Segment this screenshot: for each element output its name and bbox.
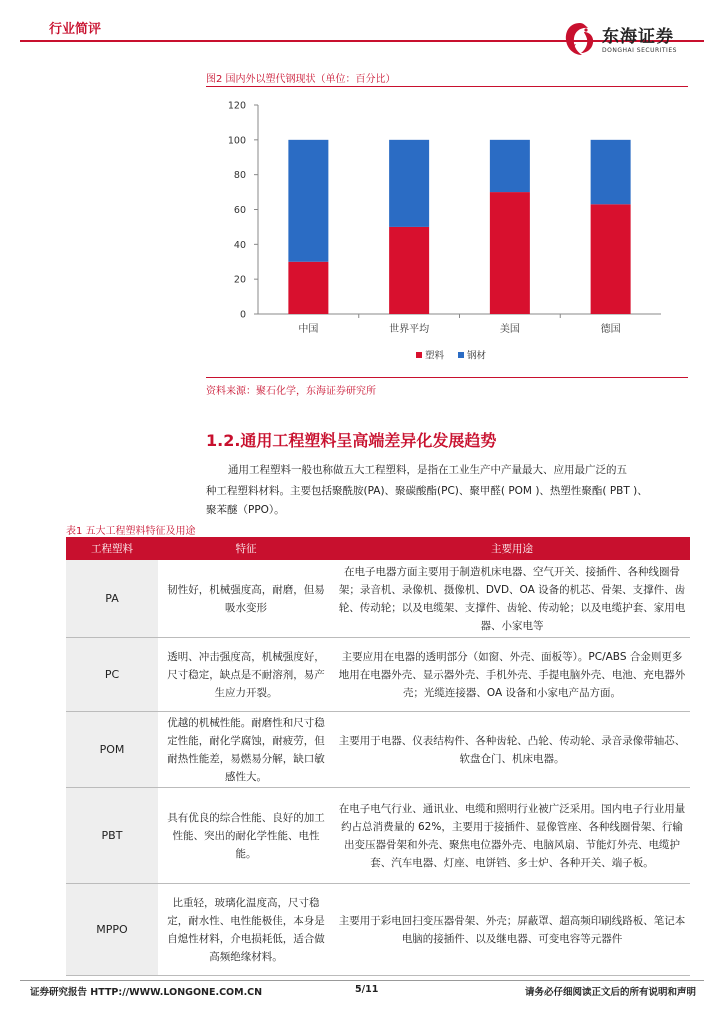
table-row [66, 712, 690, 788]
y-tick-label: 60 [233, 205, 246, 216]
bar-steel [389, 140, 429, 227]
row-feature: 比重轻，玻璃化温度高，尺寸稳定，耐水性、电性能极佳，本身是自熄性材料，介电损耗低，适合做高频绝缘材料。 [167, 896, 325, 963]
header-plastic: 工程塑料 [91, 543, 133, 555]
row-usage: 在电子电器方面主要用于制造机床电器、空气开关、接插件、各种线圈骨架；录音机、录像机、摄像机、DVD、OA 设备的机芯、骨架、支撑件、齿轮、传动轮；以及电缆架、支撑件、齿轮、传动轮；以及电缆护套、家用电器、小家电等 [338, 565, 686, 632]
legend-label: 塑料 [425, 350, 445, 362]
figure-top-rule [206, 86, 688, 87]
paragraph-line-3: 聚苯醚（PPO）。 [206, 504, 285, 516]
figure-title: 图2 国内外以塑代钢现状（单位：百分比） [206, 74, 396, 85]
dragon-emblem-icon [562, 20, 598, 58]
row-feature: 韧性好，机械强度高，耐磨，但易吸水变形 [167, 583, 325, 614]
table-row [66, 788, 690, 884]
header-usage: 主要用途 [491, 543, 533, 555]
table-header-row [66, 537, 690, 560]
table-row [66, 560, 690, 638]
row-name: PBT [66, 788, 158, 883]
plastics-table [66, 537, 690, 976]
bar-plastic [389, 227, 429, 314]
row-feature: 优越的机械性能。耐磨性和尺寸稳定性能，耐化学腐蚀，耐疲劳，但耐热性能差，易燃易分解，缺口敏感性大。 [167, 716, 325, 783]
stacked-bar-chart [206, 90, 688, 372]
row-feature: 透明、冲击强度高，机械强度好，尺寸稳定，缺点是不耐溶剂，易产生应力开裂。 [167, 650, 325, 699]
logo-chinese-text: 东海证券 [602, 27, 674, 47]
table-row [66, 638, 690, 712]
paragraph-line-1: 通用工程塑料一般也称做五大工程塑料，是指在工业生产中产量最大、应用最广泛的五 [228, 464, 627, 476]
row-name: PA [66, 560, 158, 637]
legend-label: 钢材 [467, 350, 487, 362]
row-usage: 在电子电气行业、通讯业、电缆和照明行业被广泛采用。国内电子行业用量约占总消费量的 62%，主要用于接插件、显像管座、各种线圈骨架、行输出变压器骨架和外壳、聚焦电位器外壳、电脑风扇、节能灯外壳、电缆护套、汽车电器、灯座、电饼铛、多士炉、各种开关、端子板。 [338, 802, 686, 869]
bar-plastic [591, 204, 631, 314]
y-tick-label: 100 [227, 135, 246, 147]
y-tick-label: 40 [233, 239, 246, 251]
bar-plastic [288, 262, 328, 314]
bar-steel [490, 140, 530, 192]
bar-steel [591, 140, 631, 204]
table-title: 表1 五大工程塑料特征及用途 [66, 526, 196, 537]
y-tick-label: 80 [233, 170, 246, 182]
y-tick-label: 20 [233, 274, 246, 286]
figure-source: 资料来源：聚石化学，东海证券研究所 [206, 386, 376, 397]
row-name: POM [66, 712, 158, 787]
table-row [66, 884, 690, 976]
report-category: 行业简评 [49, 22, 102, 37]
bar-plastic [490, 192, 530, 314]
x-tick-label: 德国 [600, 324, 621, 335]
row-usage: 主要用于彩电回扫变压器骨架、外壳；屏蔽罩、超高频印刷线路板、笔记本电脑的接插件、以及继电器、可变电容等元器件 [338, 914, 686, 945]
row-feature: 具有优良的综合性能、良好的加工性能、突出的耐化学性能、电性能。 [167, 811, 325, 860]
x-tick-label: 世界平均 [389, 324, 430, 335]
legend-swatch [416, 352, 422, 358]
company-logo [562, 20, 702, 60]
row-usage: 主要用于电器、仪表结构件、各种齿轮、凸轮、传动轮、录音录像带轴芯、软盘仓门、机床电器。 [338, 734, 686, 765]
footer-website: 证券研究报告 HTTP://WWW.LONGONE.COM.CN [30, 987, 263, 998]
y-tick-label: 0 [239, 309, 246, 321]
footer-divider [20, 980, 704, 981]
footer-disclaimer: 请务必仔细阅读正文后的所有说明和声明 [524, 987, 696, 998]
logo-english-text: DONGHAI SECURITIES [602, 47, 677, 54]
page-number: 5/11 [355, 984, 379, 995]
section-heading: 1.2.通用工程塑料呈高端差异化发展趋势 [206, 431, 497, 450]
header-feature: 特征 [235, 543, 257, 555]
y-tick-label: 120 [227, 100, 246, 112]
legend-swatch [458, 352, 464, 358]
row-usage: 主要应用在电器的透明部分（如窗、外壳、面板等）。PC/ABS 合金则更多地用在电器外壳、显示器外壳、手机外壳、手提电脑外壳、电池、充电器外壳；光缆连接器、OA 设备和小家电产品方面。 [338, 650, 686, 699]
bar-steel [288, 140, 328, 262]
figure-bottom-rule [206, 377, 688, 378]
paragraph-line-2: 种工程塑料材料。主要包括聚酰胺(PA)、聚碳酸酯(PC)、聚甲醛( POM )、热塑性聚酯( PBT )、 [206, 485, 648, 497]
row-name: PC [66, 638, 158, 711]
x-tick-label: 中国 [298, 324, 319, 335]
x-tick-label: 美国 [499, 324, 520, 335]
row-name: MPPO [66, 884, 158, 975]
